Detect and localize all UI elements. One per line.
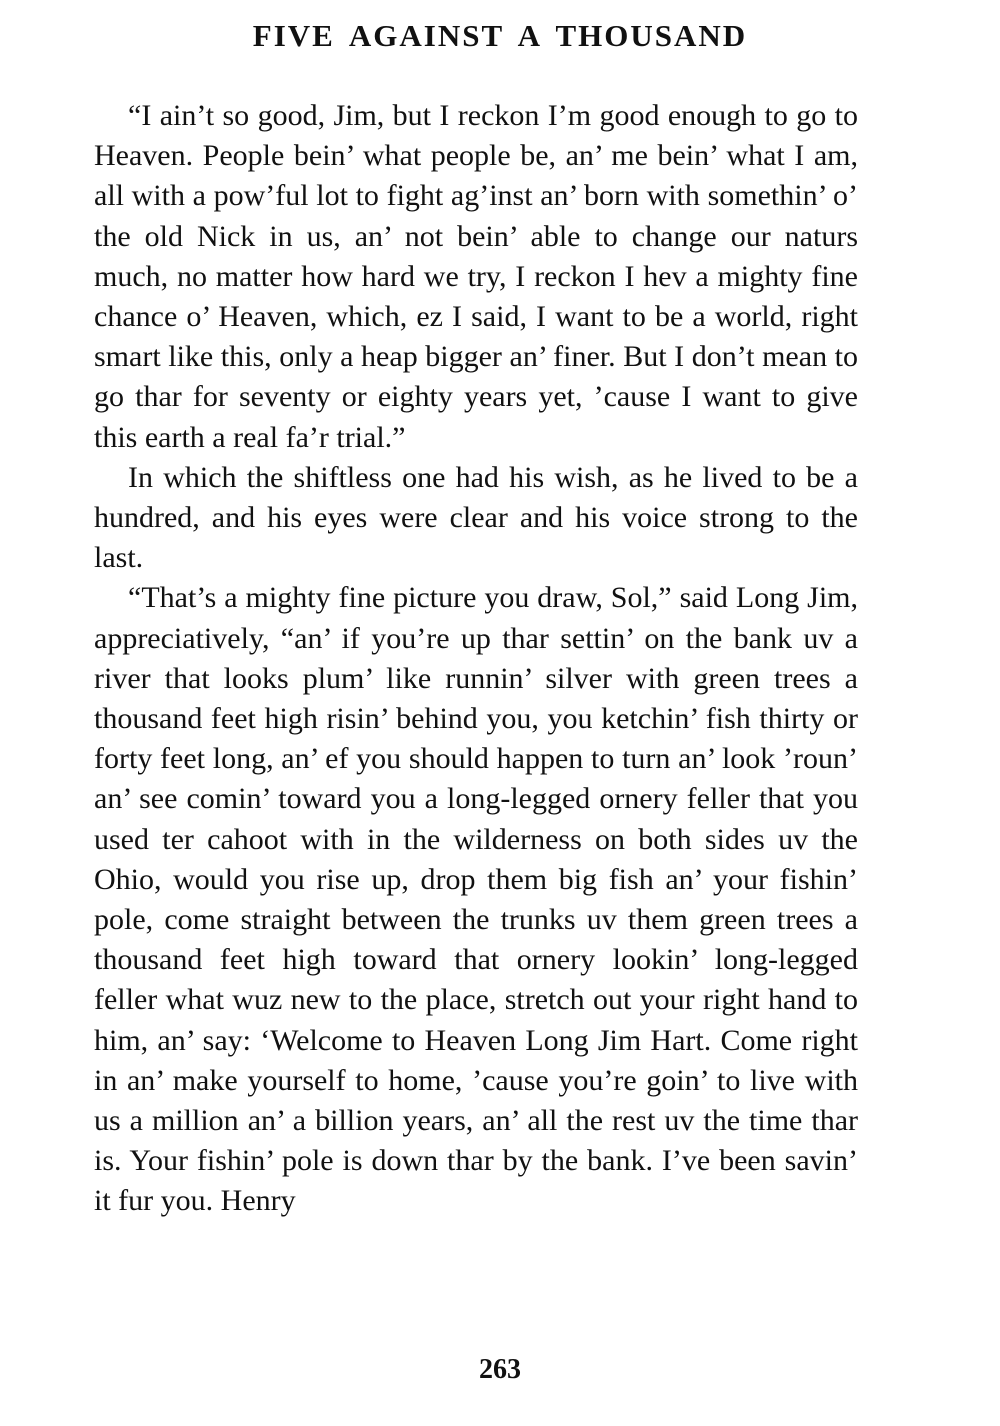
paragraph: In which the shiftless one had his wish, as he lived to be a hundred, and his eyes were clear and his voice strong to the last. xyxy=(94,460,858,575)
page-number: 263 xyxy=(479,1354,521,1385)
body-text xyxy=(94,96,858,1222)
running-head: FIVE AGAINST A THOUSAND xyxy=(252,18,748,53)
paragraph: “I ain’t so good, Jim, but I reckon I’m good enough to go to Heaven. People bein’ what people be, an’ me bein’ what I am, all with a pow’ful lot to fight ag’inst an’ born with somethin’ o’ the old Nick in us, an’ not bein’ able to change our naturs much, no matter how hard we try, I reckon I hev a mighty fine chance o’ Heaven, which, ez I said, I want to be a world, right smart like this, only a heap bigger an’ finer. But I don’t mean to go thar for seventy or eighty years yet, ’cause I want to give this earth a real fa’r trial.” xyxy=(94,99,858,454)
paragraph: “That’s a mighty fine picture you draw, Sol,” said Long Jim, appreciatively, “an’ if you’re up thar settin’ on the bank uv a river that looks plum’ like runnin’ silver with green trees a thousand feet high risin’ behind you, you ketchin’ fish thirty or forty feet long, an’ ef you should happen to turn an’ look ’roun’ an’ see comin’ toward you a long-legged ornery feller that you used ter cahoot with in the wilderness on both sides uv the Ohio, would you rise up, drop them big fish an’ your fishin’ pole, come straight between the trunks uv them green trees a thousand feet high toward that ornery lookin’ long-legged feller what wuz new to the place, stretch out your right hand to him, an’ say: ‘Welcome to Heaven Long Jim Hart. Come right in an’ make yourself to home, ’cause you’re goin’ to live with us a million an’ a billion years, an’ all the rest uv the time thar is. Your fishin’ pole is down thar by the bank. I’ve been savin’ it fur you. Henry xyxy=(94,581,858,1218)
